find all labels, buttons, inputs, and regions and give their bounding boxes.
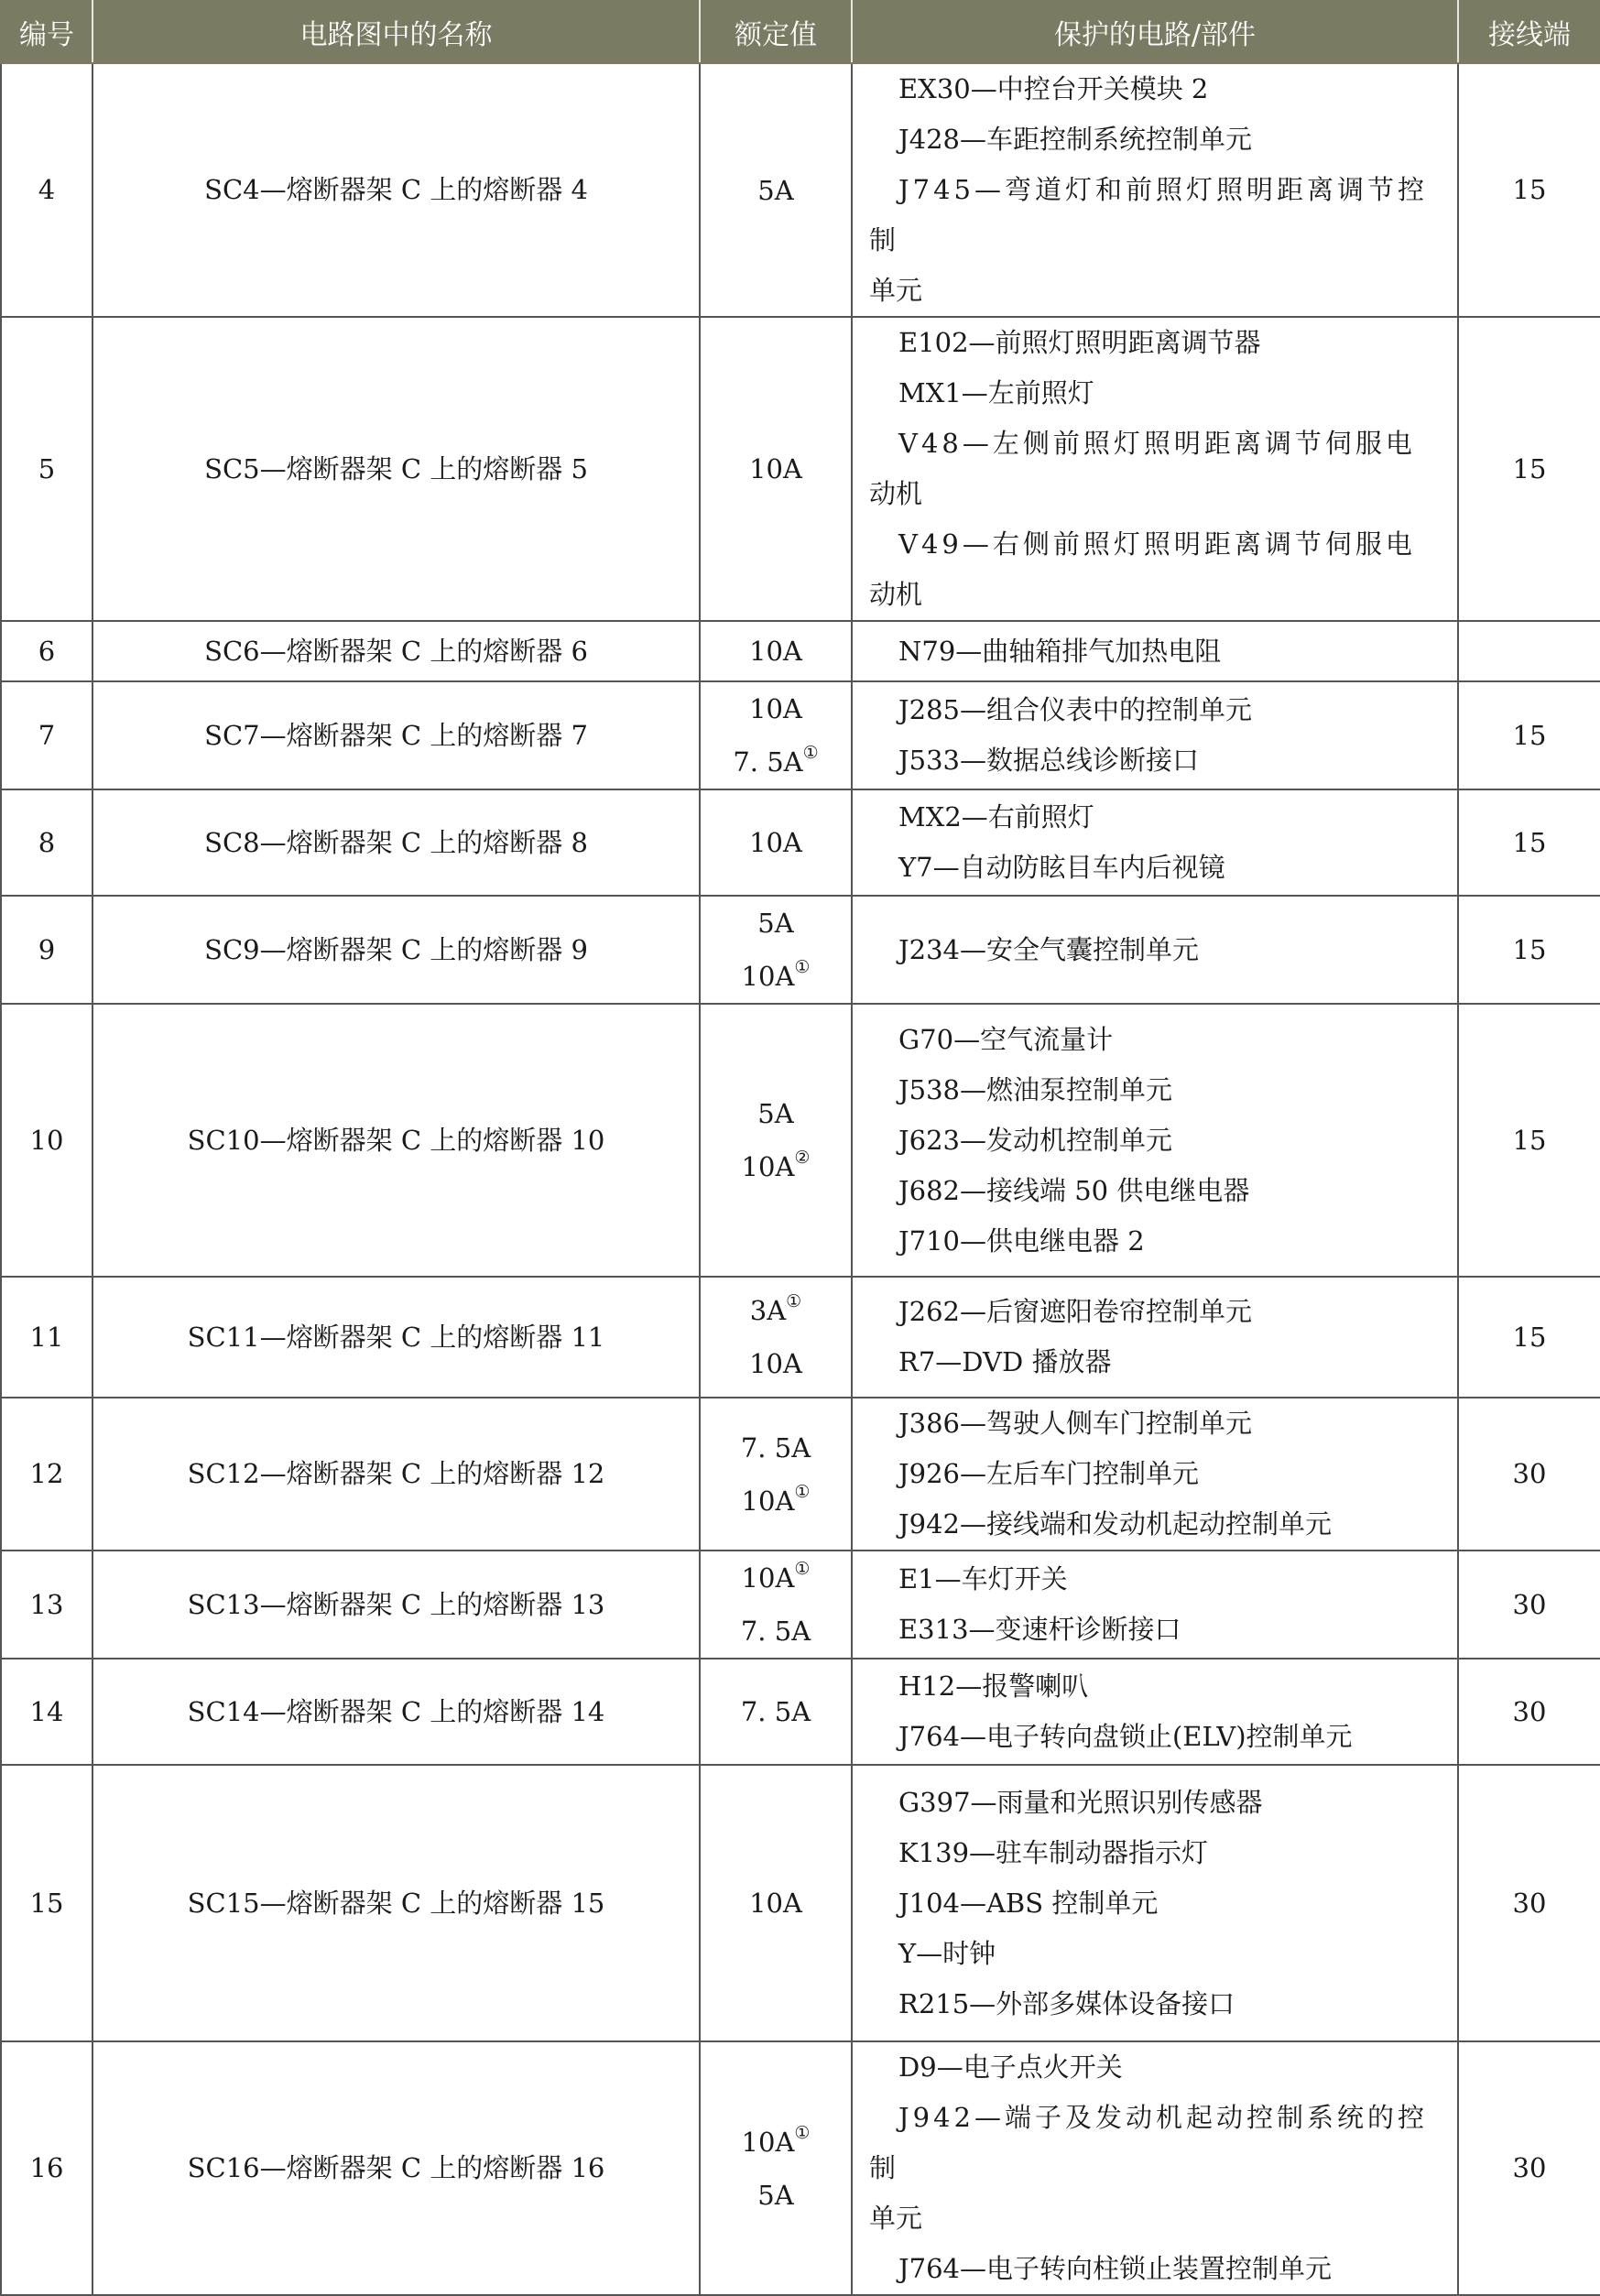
rating-amount: 7. 5A xyxy=(740,1431,811,1464)
part-item: G70—空气流量计 xyxy=(898,1023,1114,1055)
table-row xyxy=(1,1398,1600,1551)
part-item: J104—ABS 控制单元 xyxy=(898,1887,1159,1919)
cell-terminal: 15 xyxy=(1458,681,1600,789)
cell-name: SC6—熔断器架 C 上的熔断器 6 xyxy=(93,621,700,681)
part-item: Y—时钟 xyxy=(898,1937,996,1969)
rating-footnote-mark: ① xyxy=(794,1559,811,1579)
cell-no: 15 xyxy=(1,1765,93,2041)
part-item: J682—接线端 50 供电继电器 xyxy=(898,1174,1250,1206)
part-item: EX30—中控台开关模块 2 xyxy=(898,73,1209,104)
part-item: J710—供电继电器 2 xyxy=(898,1224,1145,1257)
cell-no: 12 xyxy=(1,1398,93,1551)
table-body xyxy=(1,63,1600,2295)
rating-value xyxy=(701,1474,851,1528)
cell-parts xyxy=(852,1398,1458,1551)
rating-amount: 10A xyxy=(749,636,802,667)
rating-footnote-mark: ① xyxy=(794,957,811,977)
part-item: R7—DVD 播放器 xyxy=(898,1346,1112,1377)
rating-footnote-mark: ① xyxy=(794,2122,811,2143)
cell-name: SC12—熔断器架 C 上的熔断器 12 xyxy=(93,1398,700,1551)
table-row xyxy=(1,317,1600,621)
part-item: J533—数据总线诊断接口 xyxy=(898,745,1199,776)
cell-terminal: 15 xyxy=(1458,317,1600,621)
cell-no: 8 xyxy=(1,789,93,896)
part-item: J623—发动机控制单元 xyxy=(898,1124,1172,1156)
rating-value xyxy=(701,1087,851,1140)
cell-terminal: 30 xyxy=(1458,1551,1600,1659)
rating-value xyxy=(701,950,851,1003)
cell-name: SC16—熔断器架 C 上的熔断器 16 xyxy=(93,2041,700,2295)
part-item: J538—燃油泵控制单元 xyxy=(898,1073,1172,1105)
header-parts: 保护的电路/部件 xyxy=(852,1,1458,63)
rating-amount: 10A xyxy=(741,2126,795,2158)
rating-amount: 10A xyxy=(741,1151,795,1182)
header-rating: 额定值 xyxy=(700,1,852,63)
part-item-continuation: 单元 xyxy=(869,275,923,306)
table-row xyxy=(1,681,1600,789)
part-item: K139—驻车制动器指示灯 xyxy=(898,1836,1209,1868)
rating-amount: 5A xyxy=(757,2179,794,2211)
cell-parts xyxy=(852,789,1458,896)
cell-no: 7 xyxy=(1,681,93,789)
cell-name: SC13—熔断器架 C 上的熔断器 13 xyxy=(93,1551,700,1659)
part-item-continuation: 动机 xyxy=(869,478,923,509)
cell-no: 13 xyxy=(1,1551,93,1659)
cell-name: SC4—熔断器架 C 上的熔断器 4 xyxy=(93,63,700,317)
cell-rating xyxy=(700,1551,852,1659)
rating-amount: 10A xyxy=(741,1562,795,1594)
rating-amount: 7. 5A xyxy=(733,746,803,778)
part-item-line: V49—右侧前照灯照明距离调节伺服电 xyxy=(898,528,1416,560)
cell-terminal: 15 xyxy=(1458,1004,1600,1277)
cell-parts xyxy=(852,681,1458,789)
part-item: N79—曲轴箱排气加热电阻 xyxy=(898,635,1222,667)
table-row xyxy=(1,621,1600,681)
part-item-continuation: 动机 xyxy=(869,579,923,610)
part-item xyxy=(869,519,1442,620)
rating-footnote-mark: ① xyxy=(802,743,819,763)
part-item: J926—左后车门控制单元 xyxy=(898,1458,1199,1489)
table-row xyxy=(1,1551,1600,1659)
rating-amount: 5A xyxy=(757,174,794,206)
rating-value xyxy=(701,682,851,735)
part-item: J262—后窗遮阳卷帘控制单元 xyxy=(898,1296,1252,1327)
part-item: MX2—右前照灯 xyxy=(898,801,1094,832)
rating-value xyxy=(701,1284,851,1337)
cell-rating xyxy=(700,2041,852,2295)
rating-value xyxy=(701,2116,851,2169)
cell-no: 14 xyxy=(1,1659,93,1765)
rating-value xyxy=(701,1421,851,1474)
part-item xyxy=(869,419,1442,519)
cell-parts xyxy=(852,1765,1458,2041)
rating-amount: 10A xyxy=(749,827,802,858)
part-item: J285—组合仪表中的控制单元 xyxy=(898,694,1252,725)
rating-value xyxy=(701,1685,851,1738)
header-name: 电路图中的名称 xyxy=(93,1,700,63)
rating-footnote-mark: ① xyxy=(794,1481,811,1502)
table-row xyxy=(1,1659,1600,1765)
cell-rating xyxy=(700,1659,852,1765)
cell-rating xyxy=(700,1004,852,1277)
table-row xyxy=(1,1765,1600,2041)
cell-no: 16 xyxy=(1,2041,93,2295)
cell-name: SC9—熔断器架 C 上的熔断器 9 xyxy=(93,896,700,1004)
part-item: MX1—左前照灯 xyxy=(898,377,1094,408)
part-item: J386—驾驶人侧车门控制单元 xyxy=(898,1408,1252,1439)
cell-parts xyxy=(852,896,1458,1004)
cell-name: SC15—熔断器架 C 上的熔断器 15 xyxy=(93,1765,700,2041)
part-item: J234—安全气囊控制单元 xyxy=(898,933,1199,965)
cell-rating xyxy=(700,789,852,896)
cell-no: 4 xyxy=(1,63,93,317)
cell-parts xyxy=(852,1551,1458,1659)
part-item-line: J745—弯道灯和前照灯照明距离调节控制 xyxy=(869,174,1428,256)
cell-name: SC14—熔断器架 C 上的熔断器 14 xyxy=(93,1659,700,1765)
cell-terminal: 15 xyxy=(1458,896,1600,1004)
cell-terminal: 15 xyxy=(1458,1277,1600,1398)
part-item xyxy=(869,2093,1442,2244)
cell-parts xyxy=(852,1659,1458,1765)
cell-rating xyxy=(700,317,852,621)
rating-amount: 7. 5A xyxy=(740,1616,811,1647)
cell-rating xyxy=(700,621,852,681)
rating-amount: 5A xyxy=(757,1098,794,1129)
part-item-line: J942—端子及发动机起动控制系统的控制 xyxy=(869,2102,1428,2183)
rating-value xyxy=(701,625,851,678)
part-item: J428—车距控制系统控制单元 xyxy=(898,124,1252,155)
table-row xyxy=(1,1004,1600,1277)
rating-value xyxy=(701,2169,851,2222)
cell-parts xyxy=(852,1004,1458,1277)
rating-amount: 10A xyxy=(749,1348,802,1379)
part-item: G397—雨量和光照识别传感器 xyxy=(898,1786,1263,1818)
part-item-continuation: 单元 xyxy=(869,2203,923,2234)
cell-name: SC5—熔断器架 C 上的熔断器 5 xyxy=(93,317,700,621)
table-row xyxy=(1,789,1600,896)
rating-amount: 3A xyxy=(749,1295,787,1326)
cell-no: 6 xyxy=(1,621,93,681)
part-item: E1—车灯开关 xyxy=(898,1563,1068,1594)
rating-amount: 10A xyxy=(749,453,802,484)
rating-value xyxy=(701,1337,851,1390)
rating-footnote-mark: ② xyxy=(794,1148,811,1168)
cell-terminal: 30 xyxy=(1458,1398,1600,1551)
cell-name: SC11—熔断器架 C 上的熔断器 11 xyxy=(93,1277,700,1398)
cell-rating xyxy=(700,681,852,789)
cell-parts xyxy=(852,2041,1458,2295)
part-item-line: V48—左侧前照灯照明距离调节伺服电 xyxy=(898,428,1416,459)
header-terminal: 接线端 xyxy=(1458,1,1600,63)
cell-rating xyxy=(700,896,852,1004)
cell-name: SC7—熔断器架 C 上的熔断器 7 xyxy=(93,681,700,789)
part-item: R215—外部多媒体设备接口 xyxy=(898,1987,1235,2019)
rating-value xyxy=(701,735,851,789)
header-no: 编号 xyxy=(1,1,93,63)
table-row xyxy=(1,63,1600,317)
rating-amount: 7. 5A xyxy=(740,1696,811,1727)
part-item: E313—变速杆诊断接口 xyxy=(898,1614,1181,1645)
cell-no: 9 xyxy=(1,896,93,1004)
cell-parts xyxy=(852,63,1458,317)
cell-rating xyxy=(700,1765,852,2041)
table-row xyxy=(1,896,1600,1004)
rating-footnote-mark: ① xyxy=(786,1291,802,1311)
cell-rating xyxy=(700,63,852,317)
cell-terminal: 15 xyxy=(1458,789,1600,896)
cell-terminal xyxy=(1458,621,1600,681)
rating-amount: 10A xyxy=(749,1888,802,1919)
cell-terminal: 30 xyxy=(1458,2041,1600,2295)
cell-parts xyxy=(852,1277,1458,1398)
rating-amount: 10A xyxy=(749,693,802,724)
rating-value xyxy=(701,442,851,495)
cell-name: SC8—熔断器架 C 上的熔断器 8 xyxy=(93,789,700,896)
rating-value xyxy=(701,897,851,950)
rating-value xyxy=(701,1140,851,1193)
rating-amount: 10A xyxy=(741,1485,795,1517)
rating-amount: 5A xyxy=(757,908,794,939)
header-row xyxy=(1,1,1600,63)
cell-name: SC10—熔断器架 C 上的熔断器 10 xyxy=(93,1004,700,1277)
table-row xyxy=(1,2041,1600,2295)
cell-parts xyxy=(852,621,1458,681)
part-item xyxy=(869,165,1442,316)
part-item: J942—接线端和发动机起动控制单元 xyxy=(898,1508,1332,1540)
cell-no: 5 xyxy=(1,317,93,621)
part-item: H12—报警喇叭 xyxy=(898,1670,1089,1702)
part-item: J764—电子转向盘锁止(ELV)控制单元 xyxy=(898,1721,1353,1752)
cell-no: 11 xyxy=(1,1277,93,1398)
rating-value xyxy=(701,816,851,869)
rating-value xyxy=(701,164,851,217)
cell-no: 10 xyxy=(1,1004,93,1277)
part-item: Y7—自动防眩目车内后视镜 xyxy=(898,852,1225,883)
cell-parts xyxy=(852,317,1458,621)
cell-terminal: 30 xyxy=(1458,1765,1600,2041)
rating-value xyxy=(701,1551,851,1605)
cell-rating xyxy=(700,1398,852,1551)
cell-rating xyxy=(700,1277,852,1398)
rating-value xyxy=(701,1605,851,1658)
part-item: E102—前照灯照明距离调节器 xyxy=(898,327,1261,358)
cell-terminal: 30 xyxy=(1458,1659,1600,1765)
part-item: D9—电子点火开关 xyxy=(898,2051,1123,2083)
table-row xyxy=(1,1277,1600,1398)
cell-terminal: 15 xyxy=(1458,63,1600,317)
part-item: J764—电子转向柱锁止装置控制单元 xyxy=(898,2253,1332,2284)
rating-amount: 10A xyxy=(741,961,795,992)
rating-value xyxy=(701,1877,851,1930)
